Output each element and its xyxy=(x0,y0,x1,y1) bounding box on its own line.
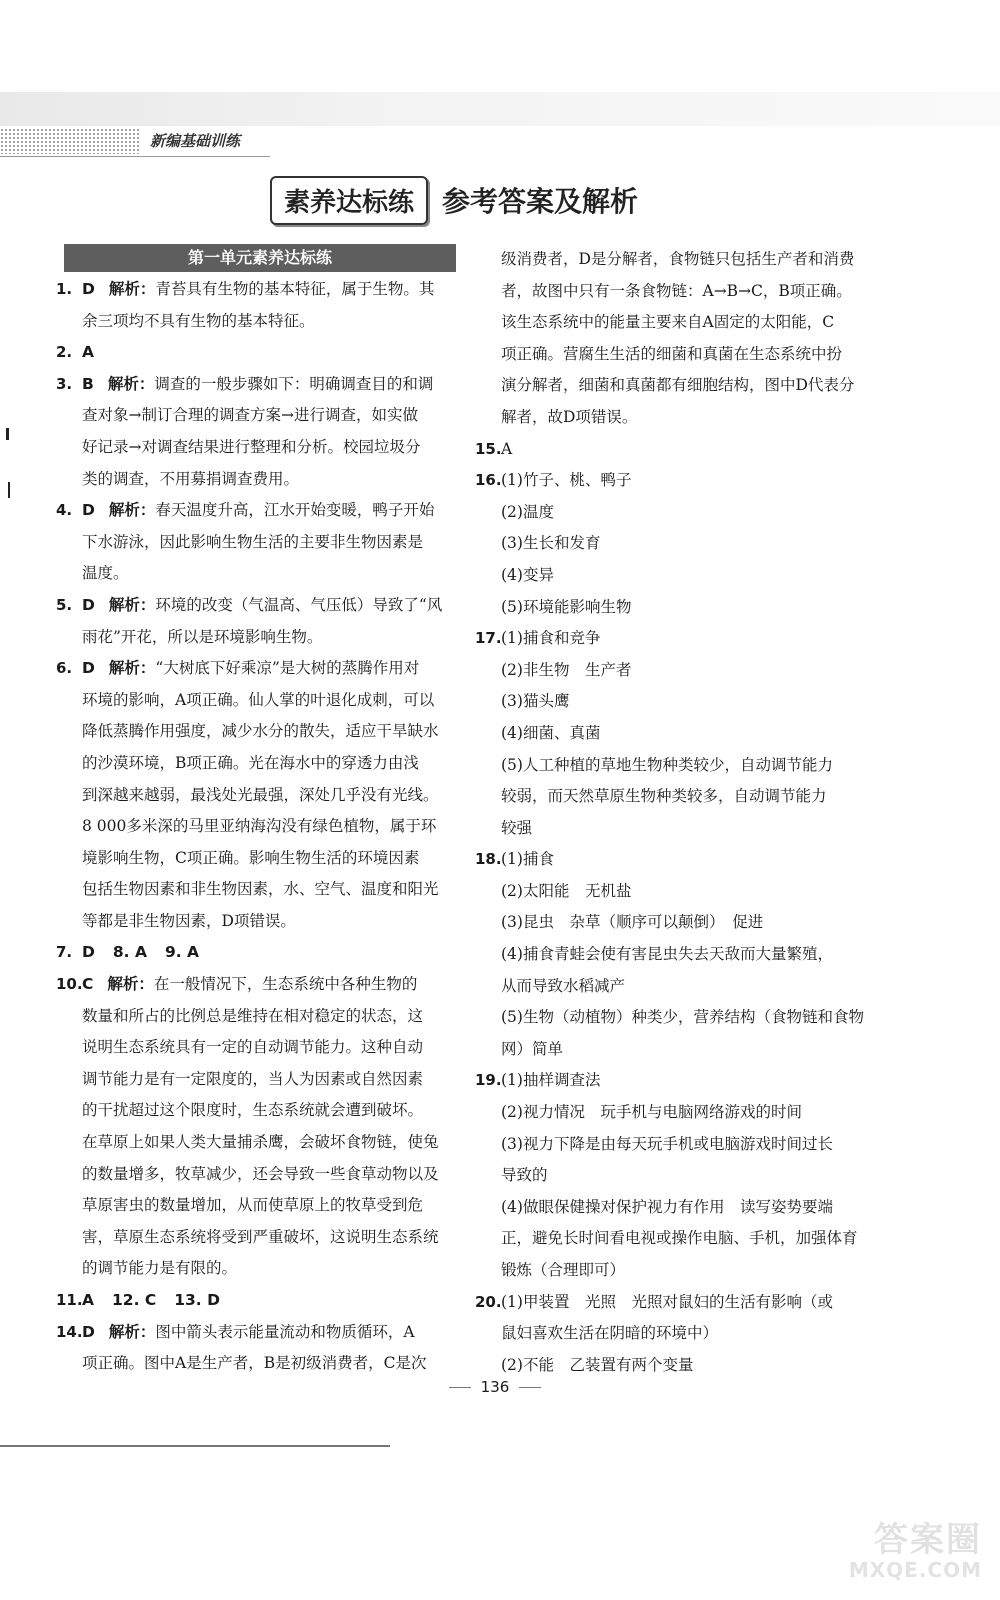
answer-choice: B xyxy=(82,374,94,393)
item-number: 2. xyxy=(56,343,73,362)
analysis-label: 解析： xyxy=(108,1322,156,1341)
answer-line: (3)生长和发育 xyxy=(501,534,601,553)
answer-item xyxy=(56,337,456,369)
analysis-line: 环境的影响，A项正确。仙人掌的叶退化成刺，可以 xyxy=(82,690,435,709)
page-title xyxy=(270,176,638,224)
answer-item xyxy=(475,434,890,466)
answer-item xyxy=(56,1317,456,1349)
answer-choice: C xyxy=(82,975,94,994)
analysis-line: 查对象→制订合理的调查方案→进行调查，如实做 xyxy=(82,406,418,425)
margin-mark xyxy=(8,482,10,498)
item-number: 17. xyxy=(475,629,502,648)
analysis-line: 该生态系统中的能量主要来自A固定的太阳能，C xyxy=(501,313,835,332)
answer-line: (5)环境能影响生物 xyxy=(501,597,632,616)
answer-line: 较强 xyxy=(501,818,533,837)
title-boxed: 素养达标练 xyxy=(270,176,428,225)
answer-choice: D xyxy=(82,659,95,678)
analysis-text: 环境的改变（气温高、气压低）导致了“风 xyxy=(155,595,443,614)
answer-line: (2)不能 乙装置有两个变量 xyxy=(501,1355,694,1374)
answer-item xyxy=(56,653,456,685)
answer-choice: 9. A xyxy=(164,943,200,962)
analysis-line: 8 000多米深的马里亚纳海沟没有绿色植物，属于环 xyxy=(82,817,437,836)
answer-text: (1)抽样调查法 xyxy=(501,1071,601,1090)
analysis-text: 调查的一般步骤如下：明确调查目的和调 xyxy=(154,374,434,393)
item-number: 20. xyxy=(475,1292,502,1311)
answer-choice: 12. C xyxy=(112,1291,157,1309)
item-number: 14. xyxy=(56,1322,83,1341)
answer-line: (4)细菌、真菌 xyxy=(501,723,601,742)
answer-text: A xyxy=(501,439,513,458)
item-number: 5. xyxy=(56,595,73,614)
answer-line: 锻炼（合理即可） xyxy=(501,1261,626,1279)
margin-mark xyxy=(6,428,9,440)
analysis-text: 春天温度升高，江水开始变暖，鸭子开始 xyxy=(155,501,435,520)
item-number: 6. xyxy=(56,659,73,678)
answer-choice: A xyxy=(82,343,94,362)
analysis-text: 在一般情况下，生态系统中各种生物的 xyxy=(153,975,418,994)
answer-choice: D xyxy=(82,501,95,520)
answer-line: (4)变异 xyxy=(501,565,554,584)
bottom-rule xyxy=(0,1445,390,1447)
answer-text: (1)竹子、桃、鸭子 xyxy=(501,471,632,490)
answer-line: (2)视力情况 玩手机与电脑网络游戏的时间 xyxy=(501,1103,802,1122)
analysis-label: 解析： xyxy=(107,975,154,994)
header-dot-pattern xyxy=(0,128,140,154)
answer-choice: D xyxy=(82,280,95,298)
answer-text: (1)捕食 xyxy=(501,850,554,869)
analysis-line: 在草原上如果人类大量捕杀鹰，会破坏食物链，使兔 xyxy=(82,1133,439,1152)
answer-line: (3)昆虫 杂草（顺序可以颠倒） 促进 xyxy=(501,913,764,932)
answer-choice: D xyxy=(82,1322,95,1341)
analysis-line: 演分解者，细菌和真菌都有细胞结构，图中D代表分 xyxy=(501,376,855,395)
answer-item xyxy=(475,1065,890,1097)
right-column xyxy=(475,244,890,1381)
answer-choice: D xyxy=(82,943,95,962)
answer-line: 从而导致水稻减产 xyxy=(501,976,626,995)
analysis-line: 数量和所占的比例总是维持在相对稳定的状态，这 xyxy=(82,1006,424,1025)
answer-text: (1)捕食和竞争 xyxy=(501,629,601,648)
answer-item xyxy=(475,844,890,876)
analysis-line: 包括生物因素和非生物因素，水、空气、温度和阳光 xyxy=(82,880,439,899)
answer-line: (2)非生物 生产者 xyxy=(501,660,632,679)
analysis-line: 调节能力是有一定限度的，当人为因素或自然因素 xyxy=(82,1069,424,1088)
item-number: 7. xyxy=(56,943,73,962)
title-rest: 参考答案及解析 xyxy=(442,185,639,218)
analysis-label: 解析： xyxy=(107,374,155,393)
answer-line: 正，避免长时间看电视或操作电脑、手机，加强体育 xyxy=(501,1229,858,1248)
analysis-line: 余三项均不具有生物的基本特征。 xyxy=(82,311,315,330)
analysis-line: 草原害虫的数量增加，从而使草原上的牧草受到危 xyxy=(82,1196,424,1215)
analysis-label: 解析： xyxy=(108,501,156,520)
answer-item xyxy=(56,495,456,527)
analysis-line: 等都是非生物因素，D项错误。 xyxy=(82,911,296,930)
analysis-line: 级消费者，D是分解者，食物链只包括生产者和消费 xyxy=(501,250,855,268)
answer-item xyxy=(475,465,890,497)
analysis-line: 说明生态系统具有一定的自动调节能力。这种自动 xyxy=(82,1038,424,1057)
analysis-label: 解析： xyxy=(108,280,156,298)
answer-line: (3)视力下降是由每天玩手机或电脑游戏时间过长 xyxy=(501,1134,833,1153)
analysis-line: 境影响生物，C项正确。影响生物生活的环境因素 xyxy=(82,848,420,867)
series-title: 新编基础训练 xyxy=(150,132,241,150)
analysis-line: 的数量增多，牧草减少，还会导致一些食草动物以及 xyxy=(82,1164,439,1183)
analysis-line: 类的调查，不用募捐调查费用。 xyxy=(82,469,300,488)
item-number: 10. xyxy=(56,975,83,994)
answer-item xyxy=(56,969,456,1001)
analysis-line: 者，故图中只有一条食物链：A→B→C，B项正确。 xyxy=(501,281,852,300)
answer-text: (1)甲装置 光照 光照对鼠妇的生活有影响（或 xyxy=(501,1292,833,1311)
watermark-logo xyxy=(812,1512,982,1582)
page-number: 136 xyxy=(420,1378,570,1396)
answer-item xyxy=(475,623,890,655)
answer-item xyxy=(56,590,456,622)
watermark-cn: 答案圈 xyxy=(874,1520,982,1560)
item-number: 1. xyxy=(56,280,73,298)
answer-choice: A xyxy=(82,1291,94,1309)
answer-item xyxy=(56,1285,456,1317)
analysis-line: 到深越来越弱，最浅处光最强，深处几乎没有光线。 xyxy=(82,785,439,804)
analysis-line: 害，草原生态系统将受到严重破坏，这说明生态系统 xyxy=(82,1227,439,1246)
header-band xyxy=(0,92,1000,126)
item-number: 15. xyxy=(475,439,502,458)
answer-line: (2)太阳能 无机盐 xyxy=(501,881,632,900)
analysis-line: 项正确。营腐生生活的细菌和真菌在生态系统中扮 xyxy=(501,344,843,363)
answer-item xyxy=(56,274,456,306)
header-rule xyxy=(0,156,270,157)
item-number: 3. xyxy=(56,374,73,393)
analysis-text: “大树底下好乘凉”是大树的蒸腾作用对 xyxy=(155,659,420,678)
analysis-line: 下水游泳，因此影响生物生活的主要非生物因素是 xyxy=(82,532,424,551)
answer-line: (4)做眼保健操对保护视力有作用 读写姿势要端 xyxy=(501,1197,833,1216)
analysis-text: 图中箭头表示能量流动和物质循环，A xyxy=(155,1322,415,1341)
analysis-line: 温度。 xyxy=(82,564,129,583)
answer-choice: 8. A xyxy=(112,943,147,962)
item-number: 16. xyxy=(475,471,502,490)
analysis-line: 项正确。图中A是生产者，B是初级消费者，C是次 xyxy=(82,1354,427,1373)
answer-line: (3)猫头鹰 xyxy=(501,692,570,711)
analysis-line: 降低蒸腾作用强度，减少水分的散失，适应干旱缺水 xyxy=(82,722,439,741)
answer-choice: 13. D xyxy=(174,1291,220,1309)
item-number: 4. xyxy=(56,501,73,520)
analysis-line: 好记录→对调查结果进行整理和分析。校园垃圾分 xyxy=(82,437,421,456)
answer-item xyxy=(56,937,456,969)
answer-line: 较弱，而天然草原生物种类较多，自动调节能力 xyxy=(501,787,827,806)
item-number: 11. xyxy=(56,1291,83,1309)
analysis-text: 青苔具有生物的基本特征，属于生物。其 xyxy=(155,280,435,298)
analysis-label: 解析： xyxy=(108,659,156,678)
answer-item xyxy=(56,369,456,401)
analysis-line: 雨花”开花，所以是环境影响生物。 xyxy=(82,627,323,646)
analysis-line: 解者，故D项错误。 xyxy=(501,407,638,426)
watermark-url: MXQE.COM xyxy=(848,1558,982,1582)
unit-banner: 第一单元素养达标练 xyxy=(64,244,456,272)
left-column xyxy=(56,244,456,1380)
analysis-label: 解析： xyxy=(108,595,156,614)
answer-line: (2)温度 xyxy=(501,502,554,521)
answer-line: (5)人工种植的草地生物种类较少，自动调节能力 xyxy=(501,755,833,774)
answer-line: (5)生物（动植物）种类少，营养结构（食物链和食物 xyxy=(501,1008,864,1027)
answer-choice: D xyxy=(82,595,95,614)
analysis-line: 的干扰超过这个限度时，生态系统就会遭到破坏。 xyxy=(82,1101,424,1120)
answer-item xyxy=(475,1287,890,1319)
answer-line: 网）简单 xyxy=(501,1039,564,1058)
answer-line: 鼠妇喜欢生活在阴暗的环境中） xyxy=(501,1324,719,1343)
item-number: 18. xyxy=(475,850,502,869)
analysis-line: 的调节能力是有限的。 xyxy=(82,1259,238,1278)
item-number: 19. xyxy=(475,1071,502,1090)
analysis-line: 的沙漠环境，B项正确。光在海水中的穿透力由浅 xyxy=(82,753,419,772)
answer-line: 导致的 xyxy=(501,1166,548,1185)
answer-line: (4)捕食青蛙会使有害昆虫失去天敌而大量繁殖， xyxy=(501,945,833,964)
